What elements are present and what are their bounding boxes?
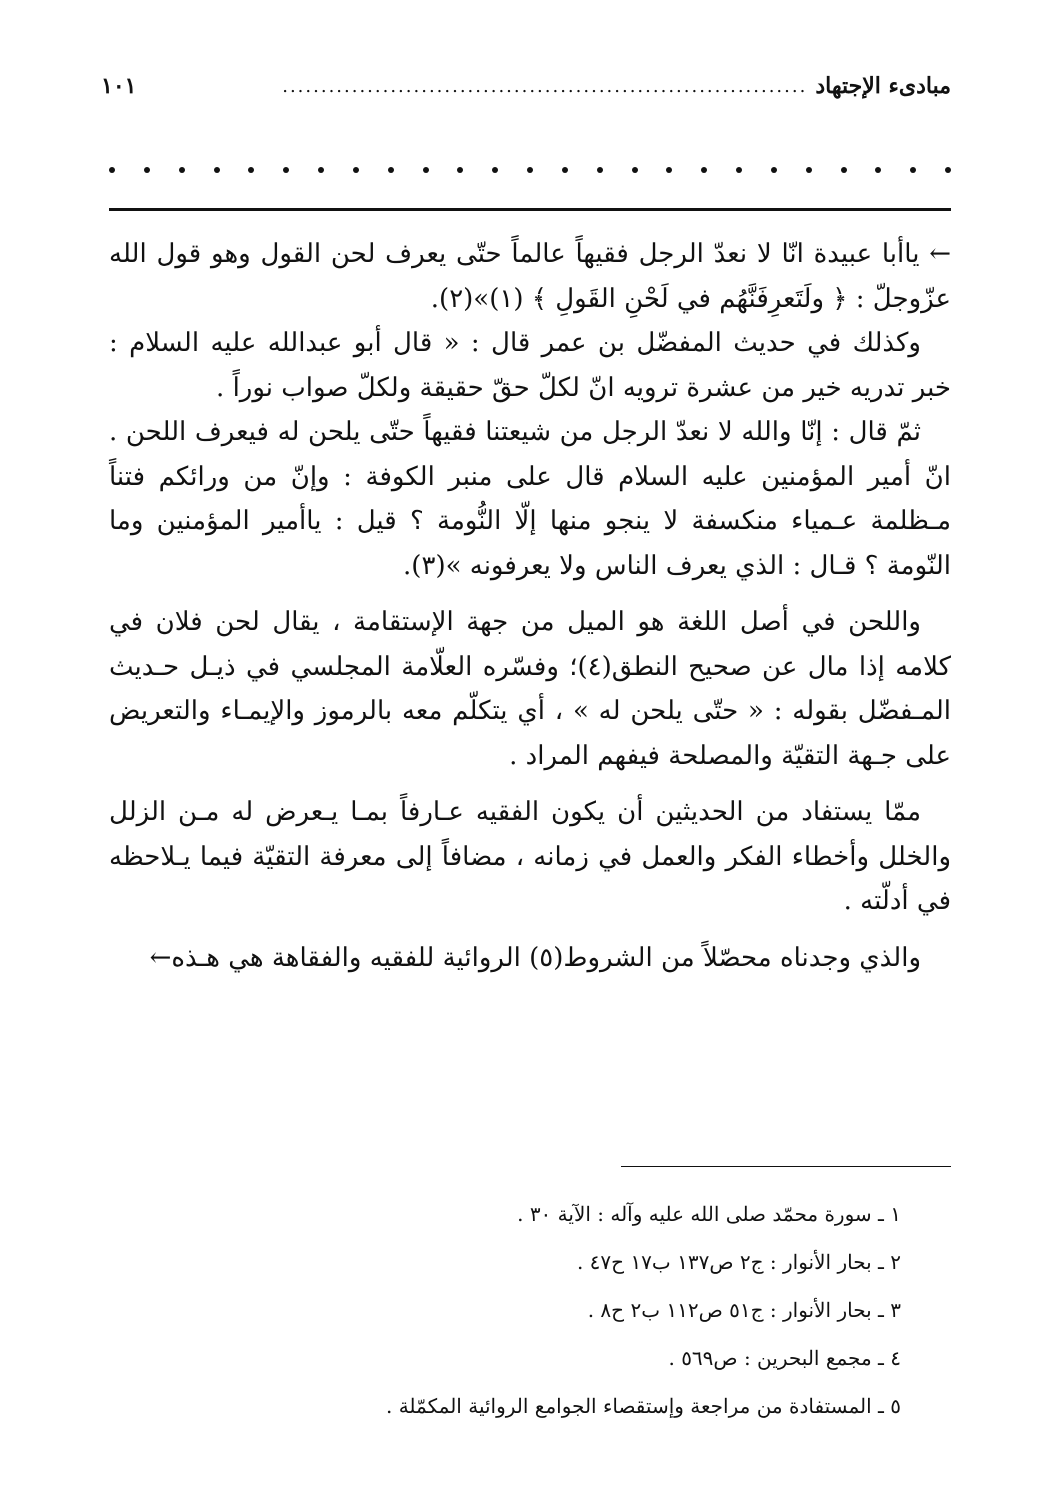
- separator-dot: [945, 167, 951, 173]
- separator-dot: [318, 167, 324, 173]
- footnotes: [141, 1190, 901, 1430]
- separator-dot: [457, 167, 463, 173]
- separator-dot: [771, 167, 777, 173]
- separator-dot: [736, 167, 742, 173]
- dot-separator: [109, 158, 951, 182]
- paragraph: ممّا يستفاد من الحديثين أن يكون الفقيه عـارفاً بمـا يـعرض له مـن الزلل والخلل وأخطاء الفكر والعمل في زمانه ، مضافاً إلى معرفة التقيّة فيما يـلاحظه في أدلّته .: [109, 797, 951, 916]
- separator-dot: [144, 167, 150, 173]
- book-title: مبادىء الإجتهاد: [815, 73, 951, 99]
- separator-dot: [875, 167, 881, 173]
- separator-dot: [527, 167, 533, 173]
- separator-dot: [353, 167, 359, 173]
- separator-dot: [248, 167, 254, 173]
- separator-dot: [632, 167, 638, 173]
- separator-dot: [806, 167, 812, 173]
- separator-dot: [562, 167, 568, 173]
- paragraph: ← ياأبا عبيدة انّا لا نعدّ الرجل فقيهاً عالماً حتّى يعرف لحن القول وهو قول الله عزّوجلّ : ﴿ ولَتَعرِفَنَّهُم في لَحْنِ القَولِ ﴾ (١)»(٢).: [109, 239, 951, 314]
- separator-dot: [841, 167, 847, 173]
- separator-dot: [214, 167, 220, 173]
- footnote: ٢ ـ بحار الأنوار : ج٢ ص١٣٧ ب١٧ ح٤٧ .: [576, 1250, 901, 1274]
- dot-leader: ....................................................................: [282, 75, 808, 97]
- separator-dot: [910, 167, 916, 173]
- separator-dot: [597, 167, 603, 173]
- footnote-rule: [621, 1166, 951, 1167]
- running-header: [101, 66, 951, 106]
- separator-dot: [492, 167, 498, 173]
- separator-dot: [423, 167, 429, 173]
- paragraph: والذي وجدناه محصّلاً من الشروط(٥) الروائية للفقيه والفقاهة هي هـذه←: [149, 942, 921, 973]
- footnote: ٤ ـ مجمع البحرين : ص٥٦٩ .: [668, 1346, 901, 1370]
- paragraph: وكذلك في حديث المفضّل بن عمر قال : « قال أبو عبدالله عليه السلام : خبر تدريه خير من عشرة ترويه انّ لكلّ حقّ حقيقة ولكلّ صواب نوراً .: [109, 328, 951, 403]
- footnote: ١ ـ سورة محمّد صلى الله عليه وآله : الآية ٣٠ .: [517, 1202, 901, 1226]
- separator-dot: [666, 167, 672, 173]
- separator-dot: [701, 167, 707, 173]
- footnote: ٥ ـ المستفادة من مراجعة وإستقصاء الجوامع الروائية المكمّلة .: [385, 1394, 901, 1418]
- footnote: ٣ ـ بحار الأنوار : ج٥١ ص١١٢ ب٢ ح٨ .: [587, 1298, 901, 1322]
- body-text: [109, 232, 951, 992]
- separator-dot: [388, 167, 394, 173]
- header-rule: [109, 208, 951, 211]
- separator-dot: [109, 167, 115, 173]
- separator-dot: [283, 167, 289, 173]
- page-number: ١٠١: [101, 73, 137, 99]
- paragraph: ثمّ قال : إنّا والله لا نعدّ الرجل من شيعتنا فقيهاً حتّى يلحن له فيعرف اللحن . انّ أمير المؤمنين عليه السلام قال على منبر الكوفة : وإنّ من ورائكم فتناً مـظلمة عـمياء منكسفة لا ينجو منها إلّا النُّومة ؟ قيل : ياأمير المؤمنين وما النّومة ؟ قـال : الذي يعرف الناس ولا يعرفونه »(٣).: [109, 417, 951, 581]
- separator-dot: [179, 167, 185, 173]
- paragraph: واللحن في أصل اللغة هو الميل من جهة الإستقامة ، يقال لحن فلان في كلامه إذا مال عن صحيح النطق(٤)؛ وفسّره العلّامة المجلسي في ذيـل حـديث المـفضّل بقوله : « حتّى يلحن له » ، أي يتكلّم معه بالرموز والإيمـاء والتعريض على جـهة التقيّة والمصلحة فيفهم المراد .: [109, 607, 952, 771]
